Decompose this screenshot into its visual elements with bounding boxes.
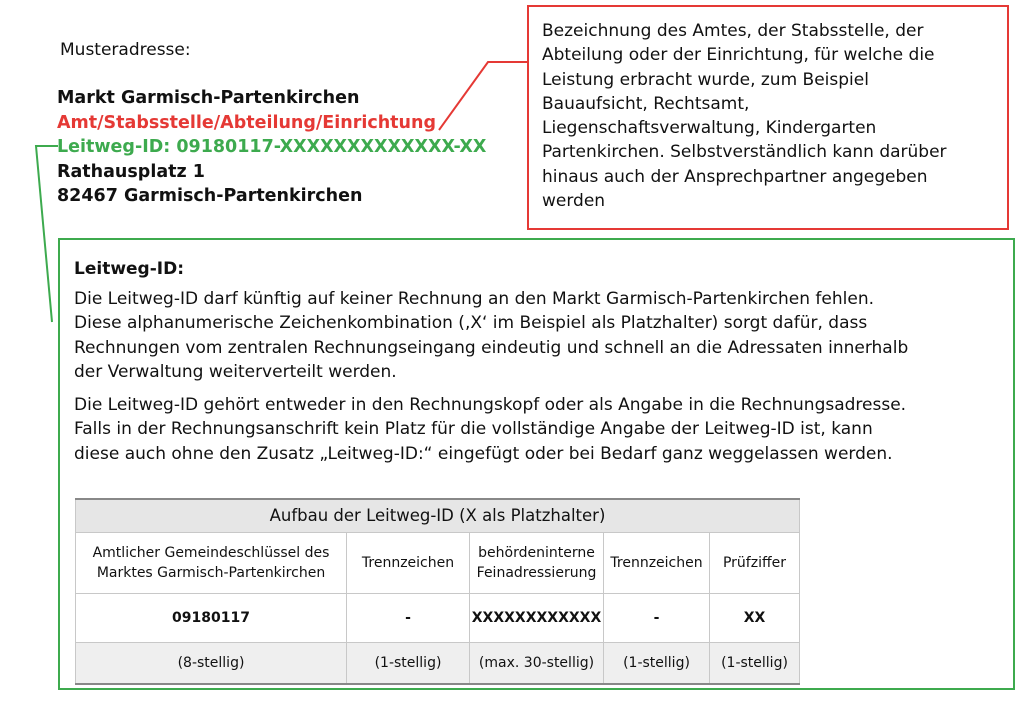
header-line: Feinadressierung (476, 565, 597, 581)
table-cell: XXXXXXXXXXXX (470, 594, 604, 643)
table-cell: 09180117 (76, 594, 347, 643)
header-check-digit (710, 533, 800, 594)
table-cell: - (347, 594, 470, 643)
paragraph-line: diese auch ohne den Zusatz „Leitweg-ID:“ eingefügt oder bei Bedarf ganz weggelassen werden. (74, 443, 893, 464)
header-line: Marktes Garmisch-Partenkirchen (96, 565, 326, 581)
header-line: behördeninterne (478, 545, 595, 561)
address-line-department: Amt/Stabsstelle/Abteilung/Einrichtung (57, 112, 436, 133)
table-title: Aufbau der Leitweg-ID (X als Platzhalter) (76, 499, 800, 533)
table-cell: (1-stellig) (347, 643, 470, 685)
leitweg-id-paragraph-1 (74, 287, 999, 385)
note-line: Bezeichnung des Amtes, der Stabsstelle, der (542, 21, 924, 41)
header-municipality-key (76, 533, 347, 594)
header-line: Amtlicher Gemeindeschlüssel des (92, 545, 330, 561)
table-cell: XX (710, 594, 800, 643)
table-cell: (1-stellig) (710, 643, 800, 685)
note-line: werden (542, 191, 606, 212)
table-cell: (max. 30-stellig) (470, 643, 604, 685)
table-title-row (76, 499, 800, 533)
table-cell: (8-stellig) (76, 643, 347, 685)
department-note-box (527, 5, 1009, 230)
leitweg-id-structure-table (75, 498, 800, 685)
sample-address (57, 86, 486, 209)
note-line: hinaus auch der Ansprechpartner angegeben (542, 166, 928, 187)
header-separator-2 (604, 533, 710, 594)
paragraph-line: Diese alphanumerische Zeichenkombination (‚X‘ im Beispiel als Platzhalter) sorgt dafür, dass (74, 313, 868, 333)
header-separator-1 (347, 533, 470, 594)
address-line-city: 82467 Garmisch-Partenkirchen (57, 186, 363, 206)
address-line-leitweg-id: Leitweg-ID: 09180117-XXXXXXXXXXXXX-XX (57, 137, 487, 157)
table-cell: - (604, 594, 710, 643)
note-line: Abteilung oder der Einrichtung, für welche die (542, 45, 935, 66)
table-header-row (76, 533, 800, 594)
paragraph-line: Die Leitweg-ID gehört entweder in den Rechnungskopf oder als Angabe in die Rechnungsadresse. (74, 394, 907, 415)
header-line: Prüfziffer (722, 555, 786, 571)
note-line: Partenkirchen. Selbstverständlich kann darüber (542, 142, 947, 163)
header-fine-addressing (470, 533, 604, 594)
leitweg-id-heading: Leitweg-ID: (74, 259, 185, 279)
leitweg-id-info-box (58, 238, 1015, 690)
leitweg-id-paragraph-2 (74, 393, 999, 467)
paragraph-line: Die Leitweg-ID darf künftig auf keiner Rechnung an den Markt Garmisch-Partenkirchen fehlen. (74, 288, 874, 309)
paragraph-line: Falls in der Rechnungsanschrift kein Platz für die vollständige Angabe der Leitweg-ID ist, kann (74, 419, 873, 439)
address-line-municipality: Markt Garmisch-Partenkirchen (57, 88, 360, 108)
paragraph-line: Rechnungen vom zentralen Rechnungseingang eindeutig und schnell an die Adressaten innerhalb (74, 337, 909, 358)
note-line: Liegenschaftsverwaltung, Kindergarten (542, 118, 877, 139)
header-line: Trennzeichen (361, 555, 455, 571)
note-line: Bauaufsicht, Rechtsamt, (542, 93, 750, 114)
paragraph-line: der Verwaltung weiterverteilt werden. (74, 362, 397, 382)
table-cell: (1-stellig) (604, 643, 710, 685)
table-digits-row (76, 643, 800, 685)
musteradresse-label: Musteradresse: (60, 40, 191, 60)
address-line-street: Rathausplatz 1 (57, 161, 205, 182)
note-line: Leistung erbracht wurde, zum Beispiel (542, 69, 869, 90)
green-connector-line (36, 146, 58, 322)
table-value-row (76, 594, 800, 643)
header-line: Trennzeichen (610, 555, 703, 571)
